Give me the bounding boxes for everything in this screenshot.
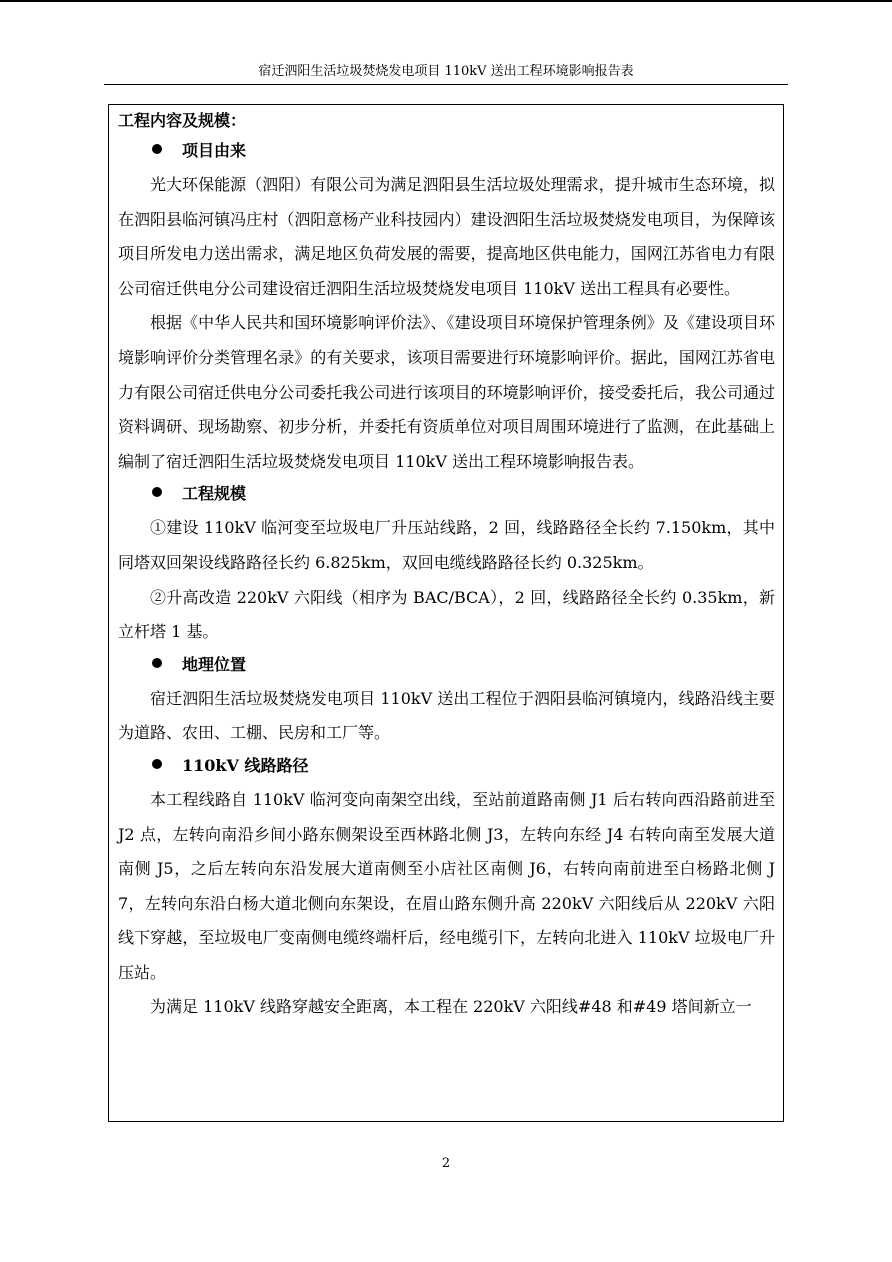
bullet-dot-icon — [152, 487, 162, 497]
paragraph-line-route: 本工程线路自 110kV 临河变向南架空出线，至站前道路南侧 J1 后右转向西沿路前进至 J2 点，左转向南沿乡间小路东侧架设至西林路北侧 J3，左转向东经 J4 右转向南至发展大道南侧 J5，之后左转向东沿发展大道南侧至小店社区南侧 J6，右转向南前进至白杨路北侧 J7，左转向东沿白杨大道北侧向东架设，在眉山路东侧升高 220kV 六阳线后从 220kV 六阳线下穿越，至垃圾电厂变南侧电缆终端杆后，经电缆引下，左转向北进入 110kV 垃圾电厂升压站。 — [118, 789, 775, 982]
content-box — [108, 104, 784, 1122]
header-rule — [104, 84, 788, 85]
top-border-line — [0, 0, 892, 2]
paragraph-project-background: 光大环保能源（泗阳）有限公司为满足泗阳县生活垃圾处理需求，提升城市生态环境，拟在泗阳县临河镇冯庄村（泗阳意杨产业科技园内）建设泗阳生活垃圾焚烧发电项目，为保障该项目所发电力送出需求，满足地区负荷发展的需要，提高地区供电能力，国网江苏省电力有限公司宿迁供电分公司建设宿迁泗阳生活垃圾焚烧发电项目 110kV 送出工程具有必要性。 — [118, 175, 775, 298]
paragraph-eia-basis: 根据《中华人民共和国环境影响评价法》、《建设项目环境保护管理条例》及《建设项目环境影响评价分类管理名录》的有关要求，该项目需要进行环境影响评价。据此，国网江苏省电力有限公司宿迁供电分公司委托我公司进行该项目的环境影响评价，接受委托后，我公司通过资料调研、现场勘察、初步分析，并委托有资质单位对项目周围环境进行了监测，在此基础上编制了宿迁泗阳生活垃圾焚烧发电项目 110kV 送出工程环境影响报告表。 — [118, 313, 775, 471]
paragraph-location: 宿迁泗阳生活垃圾焚烧发电项目 110kV 送出工程位于泗阳县临河镇境内，线路沿线主要为道路、农田、工棚、民房和工厂等。 — [118, 688, 775, 743]
paragraph-scale-item-2: ②升高改造 220kV 六阳线（相序为 BAC/BCA），2 回，线路路径全长约 0.35km，新立杆塔 1 基。 — [118, 587, 775, 642]
bullet-dot-icon — [152, 759, 162, 769]
bullet-dot-icon — [152, 144, 162, 154]
bullet-dot-icon — [152, 658, 162, 668]
paragraph-crossing-clearance: 为满足 110kV 线路穿越安全距离，本工程在 220kV 六阳线#48 和#49 塔间新立一 — [150, 997, 752, 1017]
running-header: 宿迁泗阳生活垃圾焚烧发电项目 110kV 送出工程环境影响报告表 — [258, 64, 634, 79]
bullet-heading-line-route: 110kV 线路路径 — [118, 751, 775, 783]
page-number: 2 — [441, 1156, 451, 1171]
section-title: 工程内容及规模： — [118, 111, 247, 130]
bullet-heading-project-scale: 工程规模 — [118, 479, 775, 511]
bullet-heading-project-origin: 项目由来 — [118, 136, 775, 168]
paragraph-scale-item-1: ①建设 110kV 临河变至垃圾电厂升压站线路，2 回，线路路径全长约 7.150km，其中同塔双回架设线路路径长约 6.825km，双回电缆线路路径长约 0.325km。 — [118, 518, 775, 572]
bullet-heading-location: 地理位置 — [118, 650, 775, 682]
